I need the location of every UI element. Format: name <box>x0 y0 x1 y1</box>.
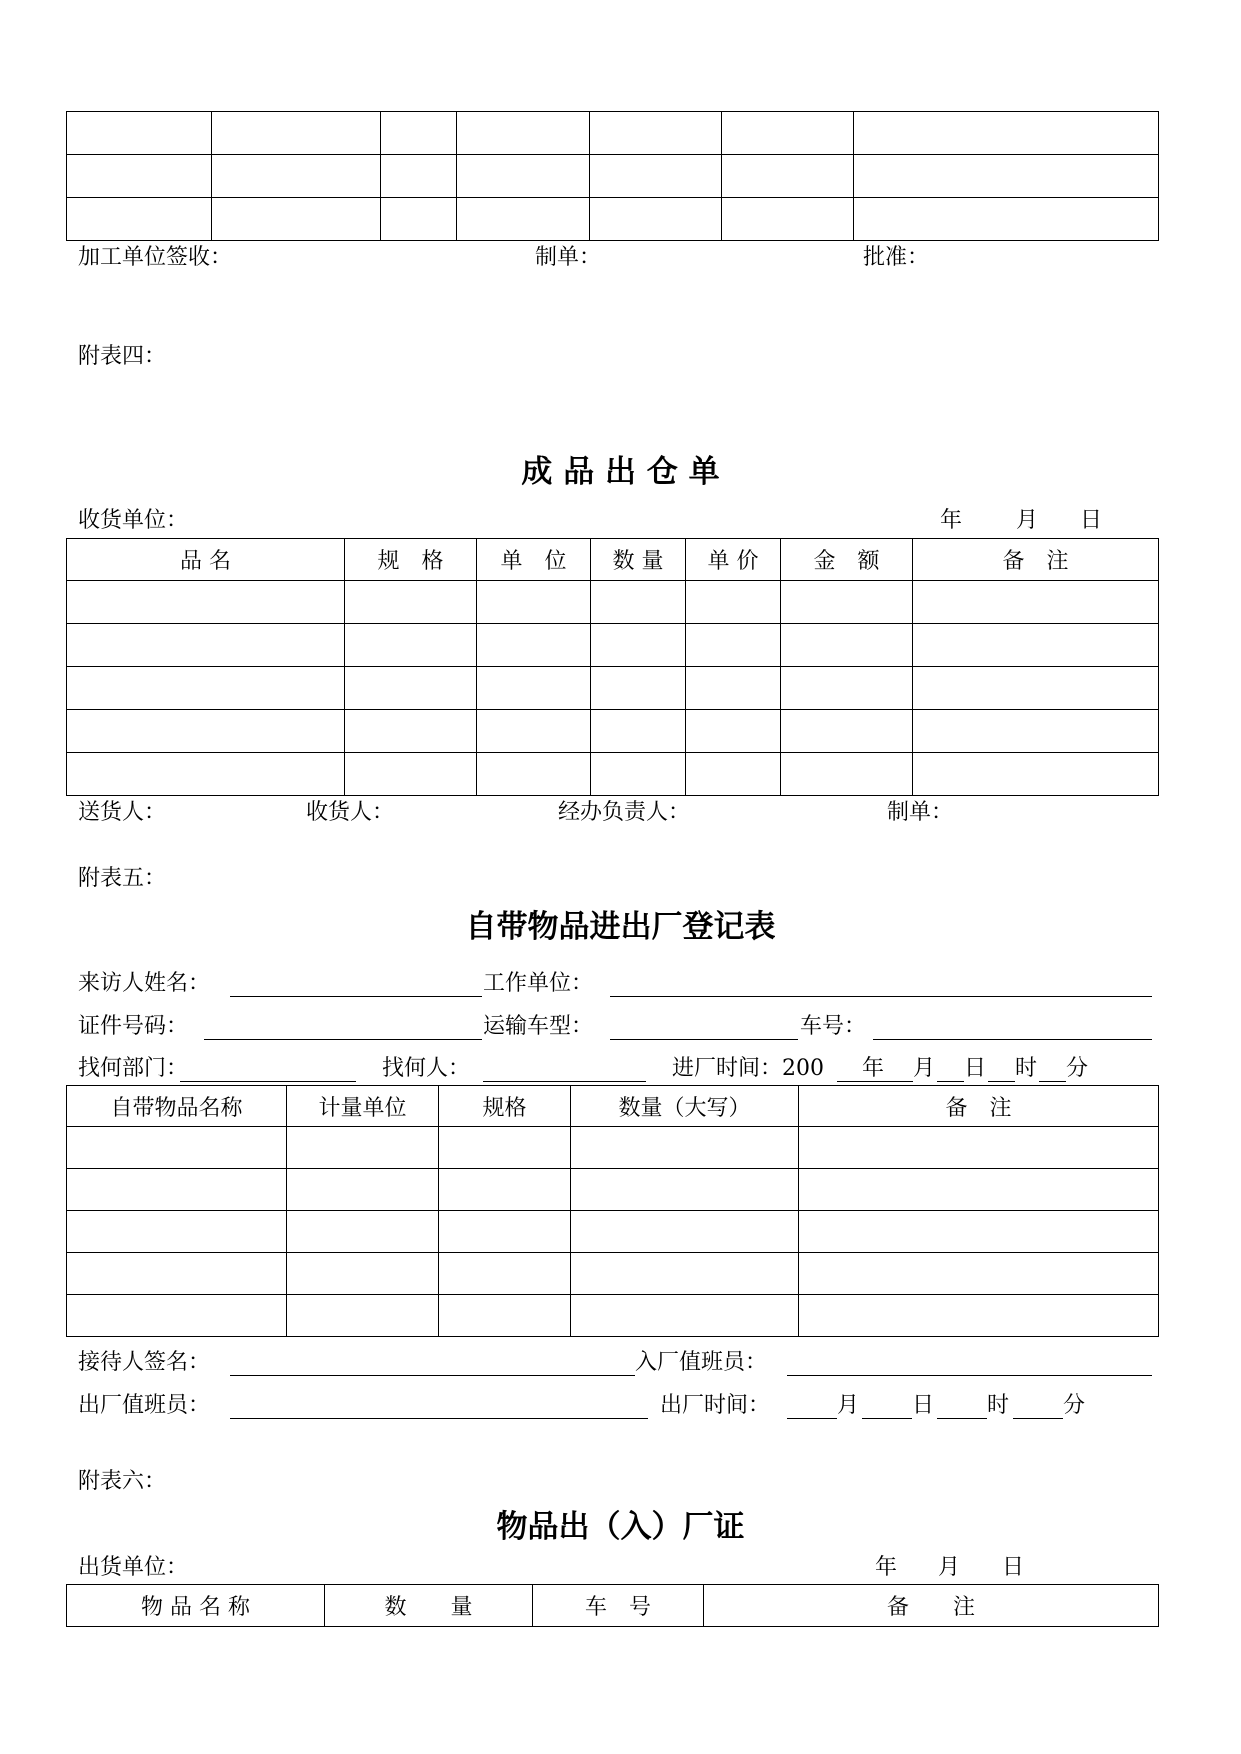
work-unit-label: 工作单位： <box>483 971 594 996</box>
processing-unit-sign-label: 加工单位签收： <box>78 245 233 270</box>
enter-day-field[interactable] <box>937 1081 964 1082</box>
column-header: 数量（大写） <box>571 1086 799 1127</box>
goods-pass-table <box>66 1584 1159 1627</box>
column-header: 规 格 <box>345 539 477 581</box>
table-row <box>67 1253 1159 1295</box>
made-by-label: 制单： <box>887 800 954 825</box>
person-field[interactable] <box>483 1081 646 1082</box>
vehicle-type-label: 运输车型： <box>483 1014 594 1039</box>
enter-minute-unit: 分 <box>1066 1056 1089 1081</box>
finished-goods-table <box>66 538 1159 796</box>
personal-items-table <box>66 1085 1159 1337</box>
exit-month-unit: 月 <box>837 1393 860 1418</box>
reception-sign-field[interactable] <box>230 1375 635 1376</box>
exit-day-unit: 日 <box>912 1393 935 1418</box>
table-row <box>67 112 1159 155</box>
exit-hour-field[interactable] <box>937 1418 987 1419</box>
column-header: 物 品 名 称 <box>67 1585 325 1627</box>
column-header: 品 名 <box>67 539 345 581</box>
table-row <box>67 1211 1159 1253</box>
table-row <box>67 1295 1159 1337</box>
visitor-name-label: 来访人姓名： <box>78 971 211 996</box>
table-row <box>67 1127 1159 1169</box>
reception-sign-label: 接待人签名： <box>78 1350 211 1375</box>
column-header: 单 价 <box>686 539 781 581</box>
appendix-5-label: 附表五： <box>78 866 167 891</box>
visitor-name-field[interactable] <box>230 996 482 997</box>
top-table <box>66 111 1159 241</box>
date-month-label: 月 <box>1016 508 1039 533</box>
enter-month-field[interactable] <box>886 1081 913 1082</box>
table-header-row <box>67 1585 1159 1627</box>
table-row <box>67 667 1159 710</box>
id-number-label: 证件号码： <box>78 1014 189 1039</box>
column-header: 备 注 <box>799 1086 1159 1127</box>
column-header: 数 量 <box>325 1585 533 1627</box>
out-duty-field[interactable] <box>230 1418 648 1419</box>
date-month-label: 月 <box>938 1555 961 1580</box>
id-number-field[interactable] <box>204 1039 482 1040</box>
out-duty-label: 出厂值班员： <box>78 1393 211 1418</box>
enter-time-label: 进厂时间：200 <box>672 1056 824 1081</box>
enter-year-field[interactable] <box>837 1081 862 1082</box>
table-row <box>67 198 1159 241</box>
enter-minute-field[interactable] <box>1039 1081 1066 1082</box>
exit-time-label: 出厂时间： <box>660 1393 771 1418</box>
appendix-6-label: 附表六： <box>78 1469 167 1494</box>
receiver-unit-label: 收货单位： <box>78 508 189 533</box>
vehicle-type-field[interactable] <box>610 1039 798 1040</box>
exit-month-field[interactable] <box>787 1418 837 1419</box>
person-label: 找何人： <box>382 1056 471 1081</box>
work-unit-field[interactable] <box>610 996 1152 997</box>
table-row <box>67 581 1159 624</box>
plate-number-label: 车号： <box>800 1014 867 1039</box>
made-by-label: 制单： <box>535 245 602 270</box>
table-row <box>67 1169 1159 1211</box>
in-duty-label: 入厂值班员： <box>635 1350 768 1375</box>
underline-decoration <box>862 1081 886 1082</box>
enter-month-unit: 月 <box>913 1056 936 1081</box>
column-header: 备 注 <box>913 539 1159 581</box>
appendix-5-title: 自带物品进出厂登记表 <box>465 909 776 945</box>
exit-day-field[interactable] <box>862 1418 912 1419</box>
exit-minute-unit: 分 <box>1063 1393 1086 1418</box>
column-header: 备 注 <box>704 1585 1159 1627</box>
department-label: 找何部门： <box>78 1056 189 1081</box>
enter-year-unit: 年 <box>862 1056 885 1081</box>
department-field[interactable] <box>180 1081 356 1082</box>
column-header: 规格 <box>439 1086 571 1127</box>
table-header-row <box>67 539 1159 581</box>
column-header: 单 位 <box>477 539 591 581</box>
appendix-4-title: 成 品 出 仓 单 <box>521 454 720 490</box>
approve-label: 批准： <box>863 245 930 270</box>
date-year-label: 年 <box>940 508 963 533</box>
sender-label: 送货人： <box>78 800 167 825</box>
table-row <box>67 624 1159 667</box>
appendix-6-title: 物品出（入）厂证 <box>496 1509 745 1545</box>
column-header: 数 量 <box>591 539 686 581</box>
enter-hour-field[interactable] <box>988 1081 1015 1082</box>
enter-hour-unit: 时 <box>1015 1056 1038 1081</box>
shipper-unit-label: 出货单位： <box>78 1555 189 1580</box>
receiver-label: 收货人： <box>306 800 395 825</box>
plate-number-field[interactable] <box>873 1039 1152 1040</box>
exit-hour-unit: 时 <box>987 1393 1010 1418</box>
table-row <box>67 753 1159 796</box>
enter-day-unit: 日 <box>964 1056 987 1081</box>
handler-label: 经办负责人： <box>558 800 691 825</box>
exit-minute-field[interactable] <box>1013 1418 1063 1419</box>
table-row <box>67 710 1159 753</box>
date-year-label: 年 <box>875 1555 898 1580</box>
column-header: 金 额 <box>781 539 913 581</box>
in-duty-field[interactable] <box>787 1375 1152 1376</box>
column-header: 车 号 <box>533 1585 704 1627</box>
date-day-label: 日 <box>1080 508 1103 533</box>
table-header-row <box>67 1086 1159 1127</box>
column-header: 自带物品名称 <box>67 1086 287 1127</box>
column-header: 计量单位 <box>287 1086 439 1127</box>
date-day-label: 日 <box>1002 1555 1025 1580</box>
table-row <box>67 155 1159 198</box>
appendix-4-label: 附表四： <box>78 344 167 369</box>
